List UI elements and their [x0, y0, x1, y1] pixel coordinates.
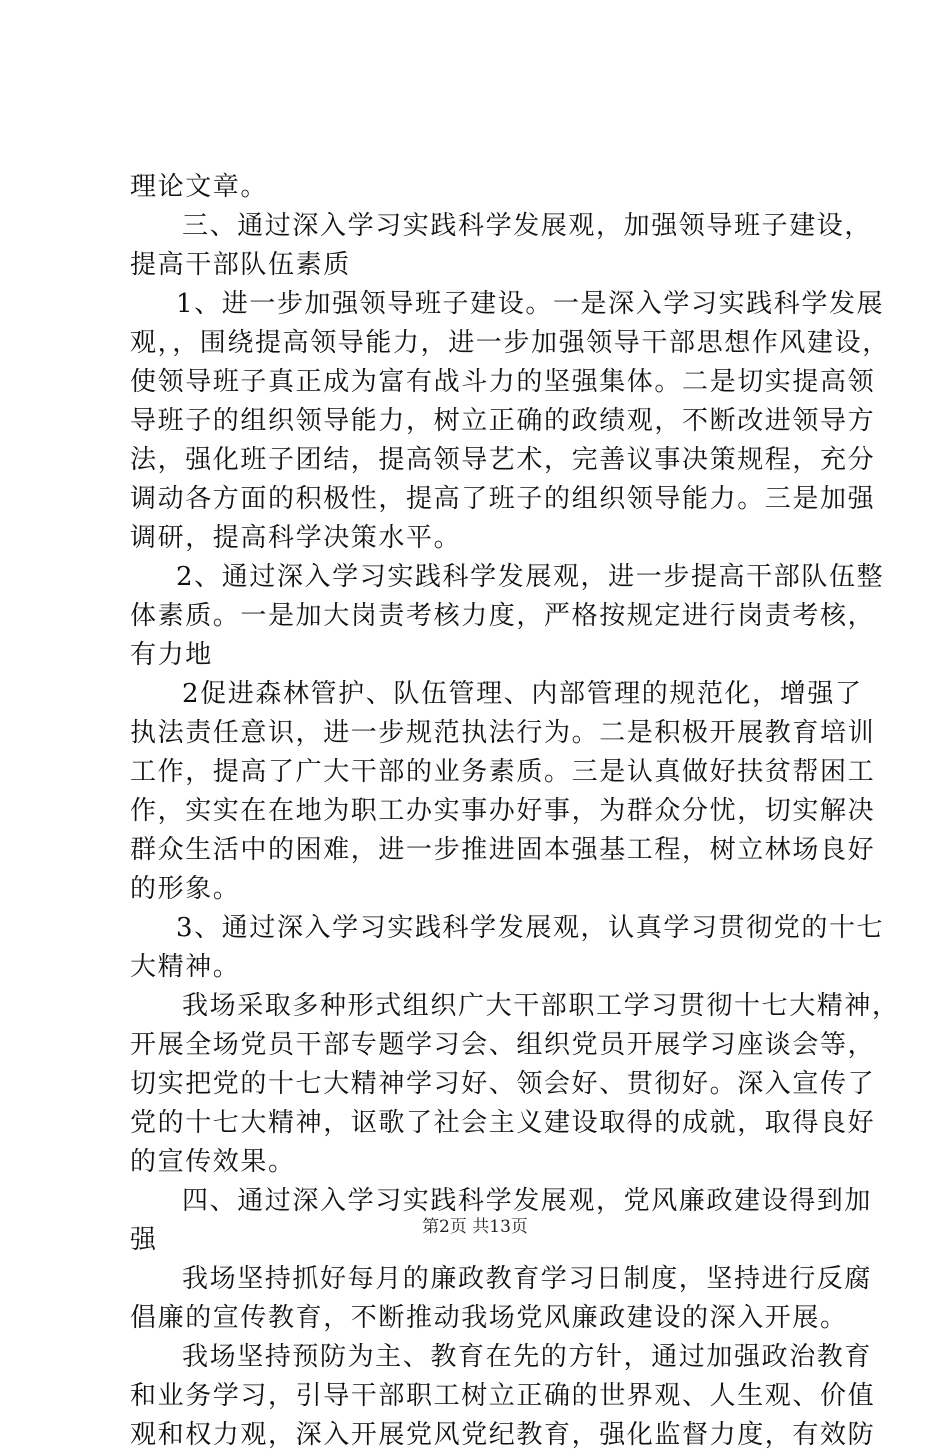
text-line: 观和权力观，深入开展党风党纪教育，强化监督力度，有效防 [130, 1420, 876, 1450]
text-line: 使领导班子真正成为富有战斗力的坚强集体。二是切实提高领 [130, 367, 876, 397]
text-line: 党的十七大精神，讴歌了社会主义建设取得的成就，取得良好 [130, 1108, 876, 1138]
text-line: 执法责任意识，进一步规范执法行为。二是积极开展教育培训 [130, 718, 876, 748]
text-line: 我场坚持预防为主、教育在先的方针，通过加强政治教育 [182, 1342, 873, 1372]
text-line: 提高干部队伍素质 [130, 250, 351, 280]
text-line: 体素质。一是加大岗责考核力度，严格按规定进行岗责考核， [130, 601, 876, 631]
text-line: 我场坚持抓好每月的廉政教育学习日制度，坚持进行反腐 [182, 1264, 873, 1294]
text-line: 群众生活中的困难，进一步推进固本强基工程，树立林场良好 [130, 835, 876, 865]
text-line: 开展全场党员干部专题学习会、组织党员开展学习座谈会等， [130, 1030, 876, 1060]
text-line: 的宣传效果。 [130, 1147, 296, 1177]
text-line: 我场采取多种形式组织广大干部职工学习贯彻十七大精神， [182, 991, 900, 1021]
document-body [130, 168, 900, 1455]
text-line: 理论文章。 [130, 172, 269, 202]
page-footer: 第2页 共13页 [422, 1217, 528, 1237]
text-line: 强 [130, 1225, 158, 1255]
text-line: 三、通过深入学习实践科学发展观，加强领导班子建设， [182, 211, 873, 241]
text-line: 大精神。 [130, 952, 241, 982]
text-line: 2、通过深入学习实践科学发展观，进一步提高干部队伍整 [176, 562, 885, 592]
text-line: 2促进森林管护、队伍管理、内部管理的规范化，增强了 [182, 679, 863, 709]
text-line: 有力地 [130, 640, 213, 670]
text-line: 倡廉的宣传教育，不断推动我场党风廉政建设的深入开展。 [130, 1303, 848, 1333]
text-line: 调动各方面的积极性，提高了班子的组织领导能力。三是加强 [130, 484, 876, 514]
text-line: 法，强化班子团结，提高领导艺术，完善议事决策规程，充分 [130, 445, 876, 475]
text-line: 的形象。 [130, 874, 241, 904]
text-line: 观，，围绕提高领导能力，进一步加强领导干部思想作风建设， [130, 328, 890, 358]
text-line: 四、通过深入学习实践科学发展观，党风廉政建设得到加 [182, 1186, 873, 1216]
text-line: 工作，提高了广大干部的业务素质。三是认真做好扶贫帮困工 [130, 757, 876, 787]
text-line: 作，实实在在地为职工办实事办好事，为群众分忧，切实解决 [130, 796, 876, 826]
text-line: 调研，提高科学决策水平。 [130, 523, 462, 553]
text-line: 切实把党的十七大精神学习好、领会好、贯彻好。深入宣传了 [130, 1069, 876, 1099]
text-line: 和业务学习，引导干部职工树立正确的世界观、人生观、价值 [130, 1381, 876, 1411]
text-line: 3、通过深入学习实践科学发展观，认真学习贯彻党的十七 [176, 913, 885, 943]
text-line: 导班子的组织领导能力，树立正确的政绩观，不断改进领导方 [130, 406, 876, 436]
text-line: 1、进一步加强领导班子建设。一是深入学习实践科学发展 [176, 289, 885, 319]
